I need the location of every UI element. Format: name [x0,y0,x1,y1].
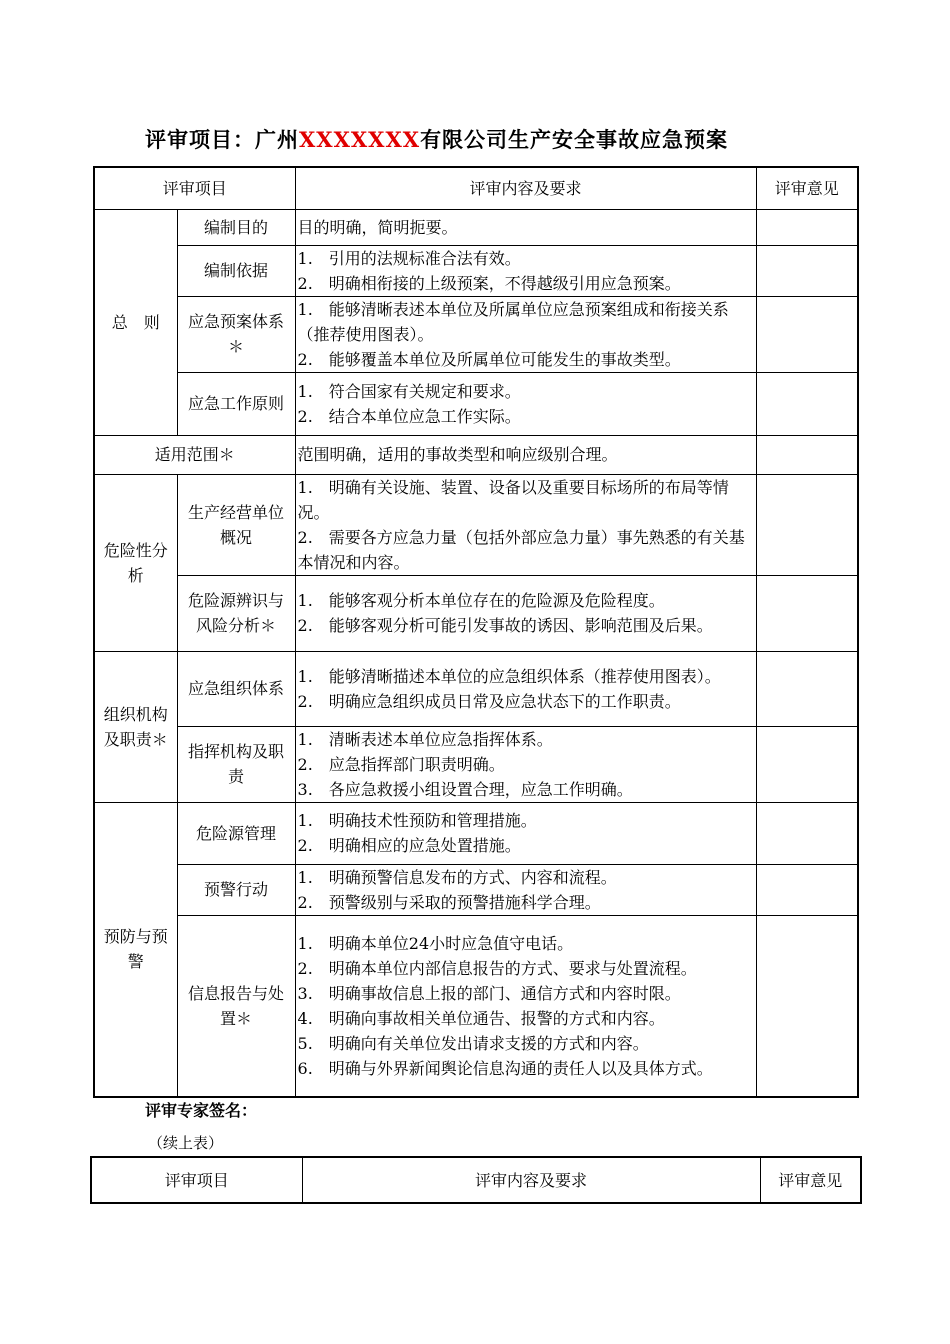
header-content: 评审内容及要求 [295,167,756,209]
opinion-cell[interactable] [756,575,858,651]
table-row [94,209,858,245]
table-row [94,372,858,435]
content-cell: 1. 符合国家有关规定和要求。 2. 结合本单位应急工作实际。 [295,372,756,435]
sub-item: 危险源管理 [177,802,295,864]
sub-item: 编制依据 [177,245,295,296]
content-cell: 1. 能够清晰描述本单位的应急组织体系（推荐使用图表）。 2. 明确应急组织成员日常及应急状态下的工作职责。 [295,651,756,726]
opinion-cell[interactable] [756,802,858,864]
sub-item: 应急预案体系＊ [177,296,295,372]
opinion-cell[interactable] [756,726,858,802]
header-opinion: 评审意见 [760,1157,861,1203]
opinion-cell[interactable] [756,474,858,575]
section-label-scope: 适用范围＊ [94,435,295,474]
content-cell: 1. 清晰表述本单位应急指挥体系。 2. 应急指挥部门职责明确。 3. 各应急救援小组设置合理，应急工作明确。 [295,726,756,802]
content-cell: 1. 能够清晰表述本单位及所属单位应急预案组成和衔接关系（推荐使用图表）。 2. 能够覆盖本单位及所属单位可能发生的事故类型。 [295,296,756,372]
opinion-cell[interactable] [756,435,858,474]
header-item: 评审项目 [94,167,295,209]
sub-item: 应急组织体系 [177,651,295,726]
content-cell: 1. 明确本单位24小时应急值守电话。 2. 明确本单位内部信息报告的方式、要求与处置流程。 3. 明确事故信息上报的部门、通信方式和内容时限。 4. 明确向事故相关单位通告、报警的方式和内容。 5. 明确向有关单位发出请求支援的方式和内容。 6. 明确与外界新闻舆论信息沟通的责任人以及具体方式。 [295,915,756,1097]
table-row [94,864,858,915]
sub-item: 编制目的 [177,209,295,245]
table-header-row [94,167,858,209]
continued-table [90,1156,862,1204]
section-label-zongze: 总 则 [94,209,177,435]
header-item: 评审项目 [91,1157,302,1203]
table-row [94,474,858,575]
table-row [94,726,858,802]
title-prefix: 评审项目：广州 [145,128,299,152]
table-row [94,651,858,726]
opinion-cell[interactable] [756,864,858,915]
review-table [93,166,859,1098]
table-row [94,435,858,474]
table-row [94,575,858,651]
section-label-danger: 危险性分析 [94,474,177,651]
sub-item: 指挥机构及职责 [177,726,295,802]
continued-label: （续上表） [148,1134,224,1152]
content-cell: 范围明确，适用的事故类型和响应级别合理。 [295,435,756,474]
header-opinion: 评审意见 [756,167,858,209]
section-label-org: 组织机构及职责＊ [94,651,177,802]
content-cell: 1. 明确预警信息发布的方式、内容和流程。 2. 预警级别与采取的预警措施科学合理。 [295,864,756,915]
title-suffix: 有限公司生产安全事故应急预案 [420,128,729,152]
expert-signature-label: 评审专家签名： [145,1101,258,1120]
table-row [94,245,858,296]
sub-item: 危险源辨识与风险分析＊ [177,575,295,651]
opinion-cell[interactable] [756,372,858,435]
content-cell: 1. 明确技术性预防和管理措施。 2. 明确相应的应急处置措施。 [295,802,756,864]
table-row [94,915,858,1097]
content-cell: 1. 明确有关设施、装置、设备以及重要目标场所的布局等情况。 2. 需要各方应急力量（包括外部应急力量）事先熟悉的有关基本情况和内容。 [295,474,756,575]
sub-item: 应急工作原则 [177,372,295,435]
header-content: 评审内容及要求 [302,1157,760,1203]
sub-item: 生产经营单位概况 [177,474,295,575]
content-cell: 1. 引用的法规标准合法有效。 2. 明确相衔接的上级预案，不得越级引用应急预案。 [295,245,756,296]
content-cell: 1. 能够客观分析本单位存在的危险源及危险程度。 2. 能够客观分析可能引发事故的诱因、影响范围及后果。 [295,575,756,651]
opinion-cell[interactable] [756,651,858,726]
sub-item: 信息报告与处置＊ [177,915,295,1097]
page-title [145,124,728,154]
opinion-cell[interactable] [756,245,858,296]
title-company-placeholder: XXXXXXX [299,127,421,152]
table-row [94,296,858,372]
table-header-row [91,1157,861,1203]
opinion-cell[interactable] [756,209,858,245]
section-label-prevent: 预防与预警 [94,802,177,1097]
opinion-cell[interactable] [756,915,858,1097]
content-cell: 目的明确，简明扼要。 [295,209,756,245]
table-row [94,802,858,864]
opinion-cell[interactable] [756,296,858,372]
sub-item: 预警行动 [177,864,295,915]
